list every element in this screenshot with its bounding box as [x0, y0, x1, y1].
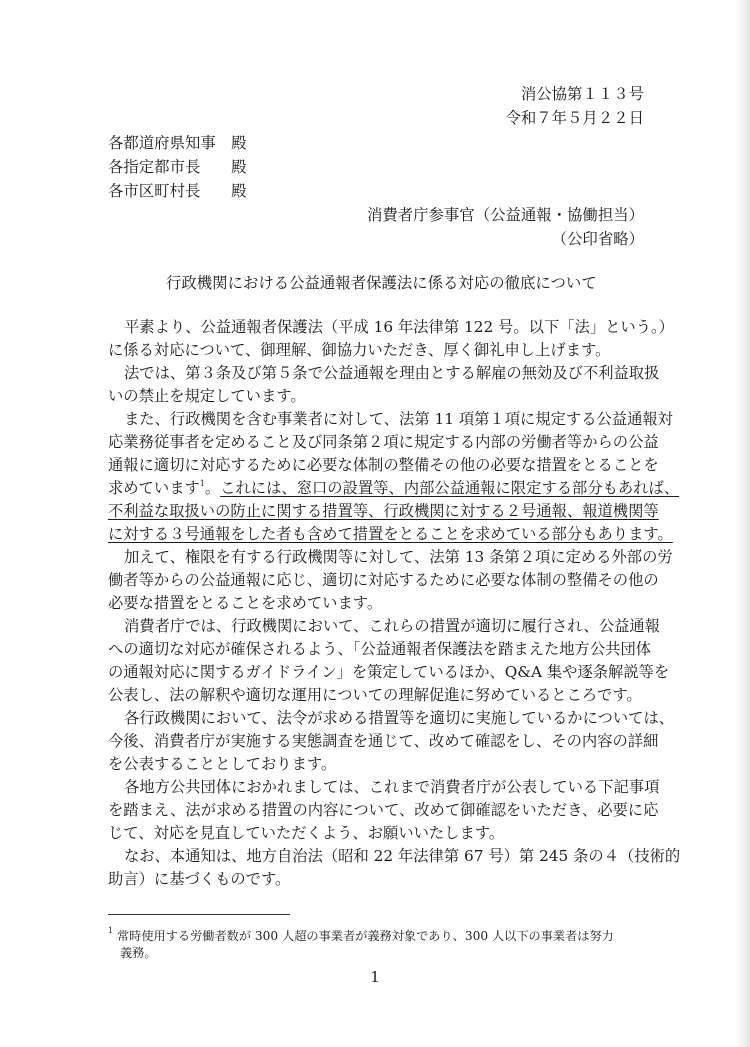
- footnote-reference: 1: [199, 479, 205, 488]
- body-line: なお、本通知は、地方自治法（昭和 22 年法律第 67 号）第 245 条の４（技術的: [124, 847, 681, 865]
- body-line: の通報対応に関するガイドライン」を策定しているほか、Q&A 集や逐条解説等を: [108, 663, 670, 681]
- body-line: [108, 477, 679, 499]
- document-title: 行政機関における公益通報者保護法に係る対応の徹底について: [166, 274, 597, 292]
- addressee-designated-city-mayor: 各指定都市長 殿: [108, 158, 247, 176]
- body-line: また、行政機関を含む事業者に対して、法第 11 項第１項に規定する公益通報対: [124, 410, 673, 428]
- footnote-continuation: 義務。: [120, 946, 157, 960]
- addressee-municipal-mayor: 各市区町村長 殿: [108, 182, 247, 200]
- body-line: への適切な対応が確保されるよう、「公益通報者保護法を踏まえた地方公共団体: [108, 640, 652, 658]
- body-text-segment: 求めています: [108, 479, 200, 497]
- body-line: 必要な措置をとることを求めています。: [108, 594, 383, 612]
- footnote: [108, 928, 614, 944]
- underlined-body-line: 不利益な取扱いの防止に関する措置等、行政機関に対する２号通報、報道機関等: [108, 502, 659, 520]
- body-line: 通報に適切に対応するために必要な体制の整備その他の必要な措置をとることを: [108, 456, 659, 474]
- body-line: 助言）に基づくものです。: [108, 870, 291, 888]
- body-line: 加えて、権限を有する行政機関等に対して、法第 13 条第２項に定める外部の労: [124, 548, 673, 566]
- body-line: じて、対応を見直していただくよう、お願いいたします。: [108, 824, 505, 842]
- footnote-text: 常時使用する労働者数が 300 人超の事業者が義務対象であり、300 人以下の事業者は努力: [116, 929, 614, 943]
- body-line: いの禁止を規定しています。: [108, 387, 306, 405]
- body-line: 各地方公共団体におかれましては、これまで消費者庁が公表している下記事項: [124, 778, 660, 796]
- sender-name: 消費者庁参事官（公益通報・協働担当）: [366, 206, 644, 224]
- body-text-segment: 。: [204, 479, 221, 497]
- seal-omitted-note: （公印省略）: [551, 230, 644, 248]
- footnote-mark: 1: [108, 926, 114, 935]
- body-line: を踏まえ、法が求める措置の内容について、改めて御確認をいただき、必要に応: [108, 801, 659, 819]
- body-line: に係る対応について、御理解、御協力いただき、厚く御礼申し上げます。: [108, 341, 611, 359]
- body-line: 働者等からの公益通報に応じ、適切に対応するために必要な体制の整備その他の: [108, 571, 659, 589]
- page-edge-shadow: [736, 0, 750, 1047]
- document-number: 消公協第１１３号: [520, 85, 644, 103]
- underlined-text: これには、窓口の設置等、内部公益通報に限定する部分もあれば、: [220, 479, 680, 497]
- underlined-body-line: に対する３号通報をした者も含めて措置をとることを求めている部分もあります。: [108, 525, 673, 543]
- body-line: 消費者庁では、行政機関において、これらの措置が適切に履行され、公益通報: [124, 617, 661, 635]
- addressee-prefectural-governor: 各都道府県知事 殿: [108, 134, 247, 152]
- page-number: 1: [370, 968, 380, 986]
- body-line: 各行政機関において、法令が求める措置等を適切に実施しているかについては、: [124, 709, 675, 727]
- body-line: 公表し、法の解釈や適切な運用についての理解促進に努めているところです。: [108, 686, 642, 704]
- body-line: を公表することとしております。: [108, 755, 337, 773]
- body-line: 応業務従事者を定めること及び同条第２項に規定する内部の労働者等からの公益: [108, 433, 659, 451]
- document-date: 令和７年５月２２日: [505, 109, 644, 127]
- body-line: 法では、第３条及び第５条で公益通報を理由とする解雇の無効及び不利益取扱: [124, 364, 660, 382]
- body-line: 今後、消費者庁が実施する実態調査を通じて、改めて確認をし、その内容の詳細: [108, 732, 659, 750]
- footnote-divider: [108, 914, 290, 915]
- body-line: 平素より、公益通報者保護法（平成 16 年法律第 122 号。以下「法」という。）: [124, 318, 674, 336]
